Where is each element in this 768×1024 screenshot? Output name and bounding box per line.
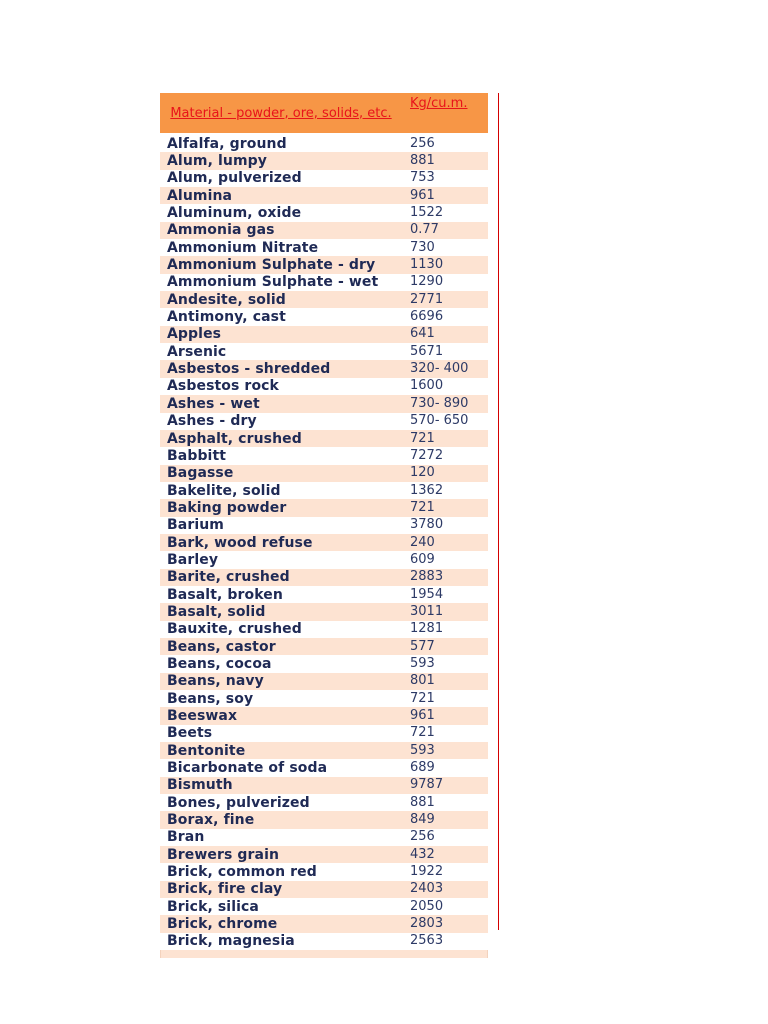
material-cell: Beans, soy [160,690,402,707]
material-cell: Brick, common red [160,863,402,880]
table-row [160,395,488,412]
material-cell: Ammonium Nitrate [160,239,402,256]
table-row [160,326,488,343]
material-cell: Andesite, solid [160,291,402,308]
table-row [160,360,488,377]
density-cell: 5671 [402,343,488,360]
density-cell: 721 [402,430,488,447]
table-bottom-strip [160,950,488,958]
density-cell: 2403 [402,881,488,898]
density-cell: 1362 [402,482,488,499]
density-cell: 1954 [402,586,488,603]
material-cell: Brick, magnesia [160,933,402,950]
density-cell: 9787 [402,777,488,794]
density-cell: 570- 650 [402,413,488,430]
material-cell: Brick, chrome [160,915,402,932]
density-cell: 1600 [402,378,488,395]
density-cell: 3011 [402,603,488,620]
material-cell: Apples [160,326,402,343]
table-row [160,690,488,707]
table-row [160,603,488,620]
table-row [160,222,488,239]
density-cell: 2883 [402,569,488,586]
density-cell: 721 [402,499,488,516]
material-cell: Bakelite, solid [160,482,402,499]
density-cell: 2803 [402,915,488,932]
table-row [160,534,488,551]
material-cell: Beans, cocoa [160,655,402,672]
table-row [160,413,488,430]
density-cell: 609 [402,551,488,568]
material-cell: Beets [160,725,402,742]
material-cell: Bismuth [160,777,402,794]
table-row [160,898,488,915]
table-row [160,673,488,690]
density-cell: 0.77 [402,222,488,239]
table-row [160,725,488,742]
table-row [160,742,488,759]
table-row [160,482,488,499]
header-material[interactable]: Material - powder, ore, solids, etc. [160,93,402,134]
density-cell: 801 [402,673,488,690]
material-cell: Baking powder [160,499,402,516]
material-cell: Brick, fire clay [160,881,402,898]
table-row [160,915,488,932]
material-cell: Barite, crushed [160,569,402,586]
density-cell: 256 [402,829,488,846]
density-cell: 593 [402,655,488,672]
table-row [160,274,488,291]
density-cell: 641 [402,326,488,343]
table-row [160,586,488,603]
density-cell: 1130 [402,256,488,273]
material-cell: Asbestos - shredded [160,360,402,377]
table-row [160,621,488,638]
density-cell: 6696 [402,308,488,325]
material-cell: Alumina [160,187,402,204]
table-row [160,794,488,811]
table-row [160,811,488,828]
material-cell: Ammonium Sulphate - dry [160,256,402,273]
material-cell: Alum, pulverized [160,170,402,187]
material-cell: Ammonium Sulphate - wet [160,274,402,291]
density-cell: 593 [402,742,488,759]
density-cell: 120 [402,465,488,482]
density-cell: 240 [402,534,488,551]
table-row [160,499,488,516]
page-margin-line [498,93,499,930]
material-cell: Bran [160,829,402,846]
table-row [160,256,488,273]
material-cell: Bentonite [160,742,402,759]
table-row [160,707,488,724]
table-row [160,517,488,534]
table-row [160,152,488,169]
density-cell: 1290 [402,274,488,291]
density-cell: 1522 [402,204,488,221]
material-cell: Bones, pulverized [160,794,402,811]
density-cell: 320- 400 [402,360,488,377]
table-row [160,829,488,846]
density-cell: 689 [402,759,488,776]
material-cell: Beeswax [160,707,402,724]
density-cell: 753 [402,170,488,187]
table-row [160,239,488,256]
table-row [160,551,488,568]
material-cell: Babbitt [160,447,402,464]
material-cell: Ammonia gas [160,222,402,239]
material-cell: Asbestos rock [160,378,402,395]
table-row [160,777,488,794]
density-cell: 730 [402,239,488,256]
density-cell: 961 [402,707,488,724]
material-cell: Bauxite, crushed [160,621,402,638]
material-cell: Brewers grain [160,846,402,863]
table-row [160,569,488,586]
table-row [160,465,488,482]
material-cell: Basalt, broken [160,586,402,603]
material-cell: Bark, wood refuse [160,534,402,551]
material-cell: Ashes - dry [160,413,402,430]
table-row [160,655,488,672]
density-cell: 7272 [402,447,488,464]
density-cell: 2050 [402,898,488,915]
density-cell: 721 [402,690,488,707]
material-cell: Beans, navy [160,673,402,690]
table-row [160,170,488,187]
table-body [160,134,488,950]
density-cell: 1922 [402,863,488,880]
material-cell: Aluminum, oxide [160,204,402,221]
table-row [160,638,488,655]
material-cell: Beans, castor [160,638,402,655]
density-cell: 961 [402,187,488,204]
density-cell: 432 [402,846,488,863]
density-cell: 730- 890 [402,395,488,412]
table-row [160,881,488,898]
material-cell: Ashes - wet [160,395,402,412]
material-cell: Basalt, solid [160,603,402,620]
density-cell: 577 [402,638,488,655]
table-row [160,447,488,464]
density-cell: 881 [402,794,488,811]
material-cell: Borax, fine [160,811,402,828]
density-cell: 2563 [402,933,488,950]
density-table [160,93,488,950]
density-cell: 1281 [402,621,488,638]
table-row [160,343,488,360]
table-row [160,308,488,325]
table-row [160,933,488,950]
material-cell: Barley [160,551,402,568]
table-row [160,378,488,395]
table-row [160,204,488,221]
density-cell: 881 [402,152,488,169]
header-density[interactable]: Kg/cu.m. [402,93,488,134]
material-cell: Bagasse [160,465,402,482]
density-cell: 849 [402,811,488,828]
material-cell: Brick, silica [160,898,402,915]
density-table-container [160,93,488,958]
table-row [160,187,488,204]
density-cell: 3780 [402,517,488,534]
material-cell: Asphalt, crushed [160,430,402,447]
density-cell: 256 [402,134,488,152]
material-cell: Arsenic [160,343,402,360]
table-row [160,846,488,863]
material-cell: Barium [160,517,402,534]
density-cell: 721 [402,725,488,742]
table-header-row [160,93,488,134]
material-cell: Bicarbonate of soda [160,759,402,776]
table-row [160,759,488,776]
material-cell: Alum, lumpy [160,152,402,169]
table-row [160,430,488,447]
density-cell: 2771 [402,291,488,308]
table-row [160,291,488,308]
table-row [160,134,488,152]
table-row [160,863,488,880]
material-cell: Antimony, cast [160,308,402,325]
material-cell: Alfalfa, ground [160,134,402,152]
